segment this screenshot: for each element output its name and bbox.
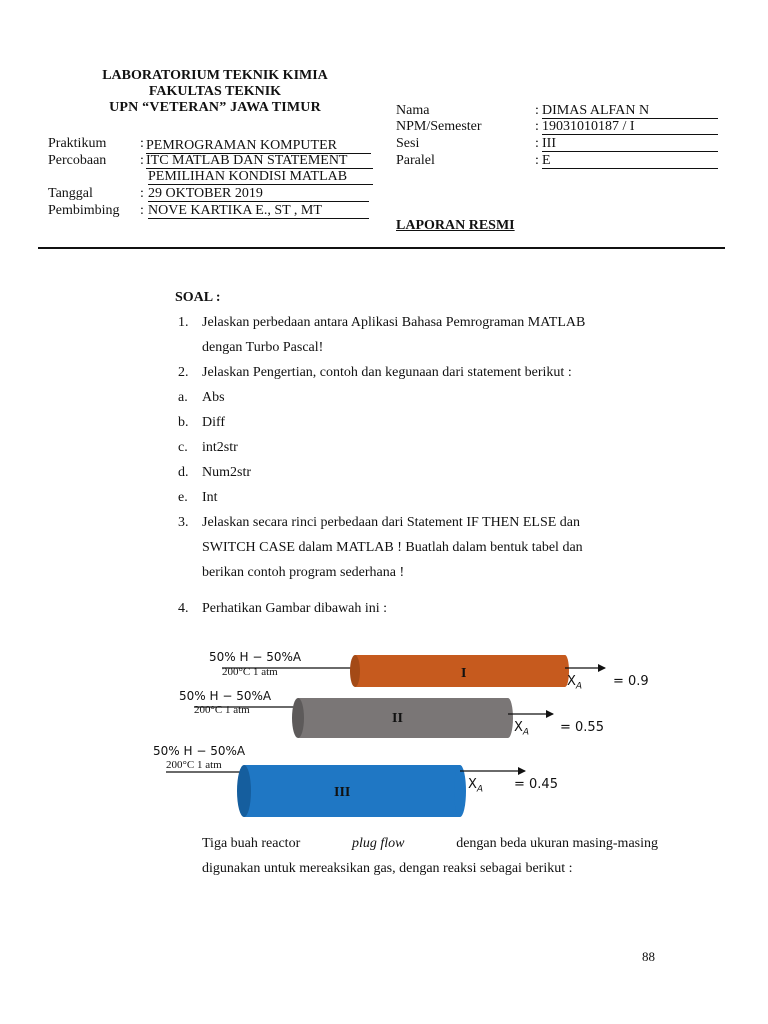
reactor-2-label: II [392, 711, 403, 726]
reactor-2-feed: 50% H − 50%A [179, 689, 272, 703]
npm-value: 19031010187 / I [542, 119, 718, 135]
nama-sep: : [535, 103, 539, 118]
reactor-2-end [292, 698, 304, 738]
reactor-2-conditions: 200°C 1 atm [194, 704, 250, 716]
reactor-1-conversion-value: = 0.9 [613, 674, 649, 689]
q2-item-letter: c. [178, 440, 188, 455]
tanggal-sep: : [140, 186, 144, 201]
reactor-2-conversion: $X_A$ [514, 720, 530, 738]
q2-item-letter: d. [178, 465, 189, 480]
q3-line1: Jelaskan secara rinci perbedaan dari Statement IF THEN ELSE dan [202, 515, 580, 530]
faculty-title: FAKULTAS TEKNIK [148, 84, 282, 99]
q3-line2: SWITCH CASE dalam MATLAB ! Buatlah dalam bentuk tabel dan [202, 540, 583, 555]
reactor-1-feed: 50% H − 50%A [209, 650, 302, 664]
soal-heading: SOAL : [175, 290, 221, 305]
percobaan-value-2: PEMILIHAN KONDISI MATLAB [148, 169, 373, 185]
paralel-value: E [542, 153, 718, 169]
q2-item-text: Num2str [202, 465, 251, 480]
tanggal-label: Tanggal [48, 186, 93, 201]
reactor-2-outlet-end [503, 698, 513, 738]
q2-text: Jelaskan Pengertian, contoh dan kegunaan dari statement berikut : [202, 365, 572, 380]
q2-item-text: Abs [202, 390, 225, 405]
lab-title: LABORATORIUM TEKNIK KIMIA [102, 68, 328, 83]
reactor-1-conditions: 200°C 1 atm [222, 666, 278, 678]
q2-item-text: Int [202, 490, 218, 505]
reactor-1-end [350, 655, 360, 687]
reactor-3-outlet-end [454, 765, 466, 817]
reactor-2-conversion-value: = 0.55 [560, 720, 604, 735]
sesi-value: III [542, 136, 718, 152]
praktikum-sep: : [140, 136, 144, 151]
npm-label: NPM/Semester [396, 119, 482, 134]
report-title: LAPORAN RESMI [396, 218, 515, 233]
reactor-1-body [355, 655, 565, 687]
percobaan-label: Percobaan [48, 153, 107, 168]
praktikum-label: Praktikum [48, 136, 107, 151]
reactor-3-conditions: 200°C 1 atm [166, 759, 222, 771]
q2-number: 2. [178, 365, 189, 380]
reactor-3-conversion: $X_A$ [468, 777, 484, 795]
praktikum-value: PEMROGRAMAN KOMPUTER [146, 138, 371, 154]
reactor-3-label: III [334, 785, 351, 800]
q1-line1: Jelaskan perbedaan antara Aplikasi Bahasa Pemrograman MATLAB [202, 315, 586, 330]
nama-value: DIMAS ALFAN N [542, 103, 718, 119]
paragraph-line-1 [202, 836, 658, 852]
reactor-3-body [244, 765, 460, 817]
reactor-3-conversion-value: = 0.45 [514, 777, 558, 792]
paragraph-text: Tiga buah reactor [202, 836, 301, 851]
q3-line3: berikan contoh program sederhana ! [202, 565, 405, 580]
sesi-sep: : [535, 136, 539, 151]
pembimbing-value: NOVE KARTIKA E., ST , MT [148, 203, 369, 219]
q1-number: 1. [178, 315, 189, 330]
q3-number: 3. [178, 515, 189, 530]
percobaan-sep: : [140, 153, 144, 168]
paragraph-line-2: digunakan untuk mereaksikan gas, dengan reaksi sebagai berikut : [202, 861, 573, 876]
pembimbing-sep: : [140, 203, 144, 218]
q2-item-letter: b. [178, 415, 189, 430]
reactor-2-body [298, 698, 508, 738]
q2-item-text: Diff [202, 415, 226, 430]
reactor-3-end [237, 765, 251, 817]
reactor-1-label: I [461, 666, 467, 681]
page-number: 88 [642, 949, 655, 964]
pembimbing-label: Pembimbing [48, 203, 120, 218]
paralel-sep: : [535, 153, 539, 168]
percobaan-value: ITC MATLAB DAN STATEMENT [146, 153, 373, 169]
paralel-label: Paralel [396, 153, 435, 168]
q4-text: Perhatikan Gambar dibawah ini : [202, 601, 388, 616]
npm-sep: : [535, 119, 539, 134]
nama-label: Nama [396, 103, 430, 118]
q2-item-letter: a. [178, 390, 188, 405]
paragraph-italic: plug flow [351, 836, 405, 851]
reactor-1-conversion: $X_A$ [567, 674, 583, 692]
q2-item-letter: e. [178, 490, 188, 505]
tanggal-value: 29 OKTOBER 2019 [148, 186, 369, 202]
paragraph-text: dengan beda ukuran masing-masing [456, 836, 658, 851]
q4-number: 4. [178, 601, 189, 616]
reactor-3-feed: 50% H − 50%A [153, 744, 246, 758]
university-title: UPN “VETERAN” JAWA TIMUR [109, 100, 321, 115]
q2-item-text: int2str [202, 440, 238, 455]
sesi-label: Sesi [396, 136, 420, 151]
q1-line2: dengan Turbo Pascal! [202, 340, 324, 355]
